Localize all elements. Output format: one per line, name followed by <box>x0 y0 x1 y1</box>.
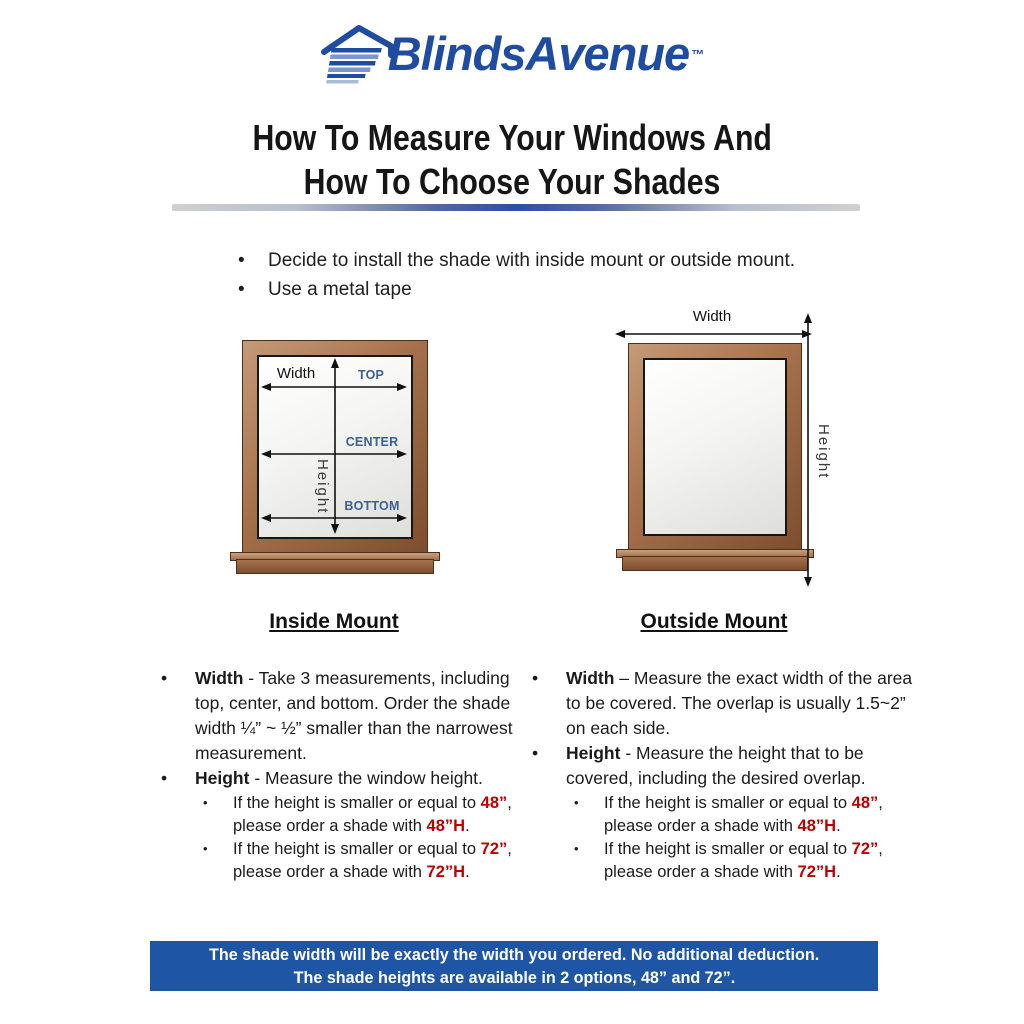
page-title <box>0 116 1024 204</box>
footer-banner <box>150 941 878 991</box>
height-label: Height <box>815 424 832 480</box>
inside-mount-window-diagram <box>242 340 428 554</box>
sub-list-item <box>572 792 918 837</box>
list-item <box>238 275 898 304</box>
outside-measurement-arrows <box>610 304 830 604</box>
bottom-measure-label: BOTTOM <box>344 499 400 513</box>
bullet-marker: • <box>203 841 208 856</box>
intro-item-text: Decide to install the shade with inside mount or outside mount. <box>268 250 796 271</box>
height-label: Height <box>314 459 331 515</box>
trademark-symbol: ™ <box>691 46 705 62</box>
sub-list-item <box>201 838 527 883</box>
instruction-text: Width – Measure the exact width of the area to be covered. The overlap is usually 1.5~2” on each side. <box>566 668 913 738</box>
blinds-house-icon <box>320 21 394 85</box>
bullet-marker: • <box>532 743 539 763</box>
title-line-2: How To Choose Your Shades <box>303 161 721 202</box>
sub-instruction-text: If the height is smaller or equal to 72”, please order a shade with 72”H. <box>604 840 883 881</box>
width-label: Width <box>276 365 316 382</box>
inside-mount-instructions <box>155 666 527 883</box>
sub-list-item <box>572 838 918 883</box>
window-sill-apron <box>236 559 434 574</box>
outside-mount-caption: Outside Mount <box>640 610 788 633</box>
list-item <box>526 666 918 741</box>
instruction-text: Height - Measure the height that to be covered, including the desired overlap. <box>566 743 866 788</box>
brand-name: BlindsAvenue <box>387 27 690 80</box>
window-glass <box>257 355 413 539</box>
intro-bullet-list <box>238 246 898 304</box>
list-item <box>155 666 527 766</box>
bullet-marker: • <box>574 841 579 856</box>
instruction-text: Width - Take 3 measurements, including top, center, and bottom. Order the shade width ¼” ~ ½” smaller than the narrowest measurement. <box>195 668 513 763</box>
width-label: Width <box>692 308 732 325</box>
intro-item-text: Use a metal tape <box>268 279 412 300</box>
instruction-text: Height - Measure the window height. <box>195 768 483 788</box>
sub-instruction-text: If the height is smaller or equal to 72”, please order a shade with 72”H. <box>233 840 512 881</box>
list-item <box>526 741 918 791</box>
bullet-marker: • <box>161 668 168 688</box>
bullet-marker: • <box>574 795 579 810</box>
footer-line-1: The shade width will be exactly the width you ordered. No additional deduction. <box>208 945 820 964</box>
logo <box>0 22 1024 86</box>
gradient-divider <box>172 204 860 211</box>
title-line-1: How To Measure Your Windows And <box>252 117 772 158</box>
blinds-slats <box>326 48 382 84</box>
center-measure-label: CENTER <box>345 435 399 449</box>
list-item <box>155 766 527 791</box>
bullet-marker: • <box>238 250 245 271</box>
bullet-marker: • <box>161 768 168 788</box>
footer-line-2: The shade heights are available in 2 options, 48” and 72”. <box>293 968 735 987</box>
top-measure-label: TOP <box>357 368 385 382</box>
outside-mount-instructions <box>526 666 918 883</box>
sub-instruction-text: If the height is smaller or equal to 48”, please order a shade with 48”H. <box>604 794 883 835</box>
list-item <box>238 246 898 275</box>
bullet-marker: • <box>203 795 208 810</box>
sub-list-item <box>201 792 527 837</box>
sub-instruction-text: If the height is smaller or equal to 48”, please order a shade with 48”H. <box>233 794 512 835</box>
bullet-marker: • <box>532 668 539 688</box>
inside-mount-caption: Inside Mount <box>269 610 399 633</box>
bullet-marker: • <box>238 279 245 300</box>
